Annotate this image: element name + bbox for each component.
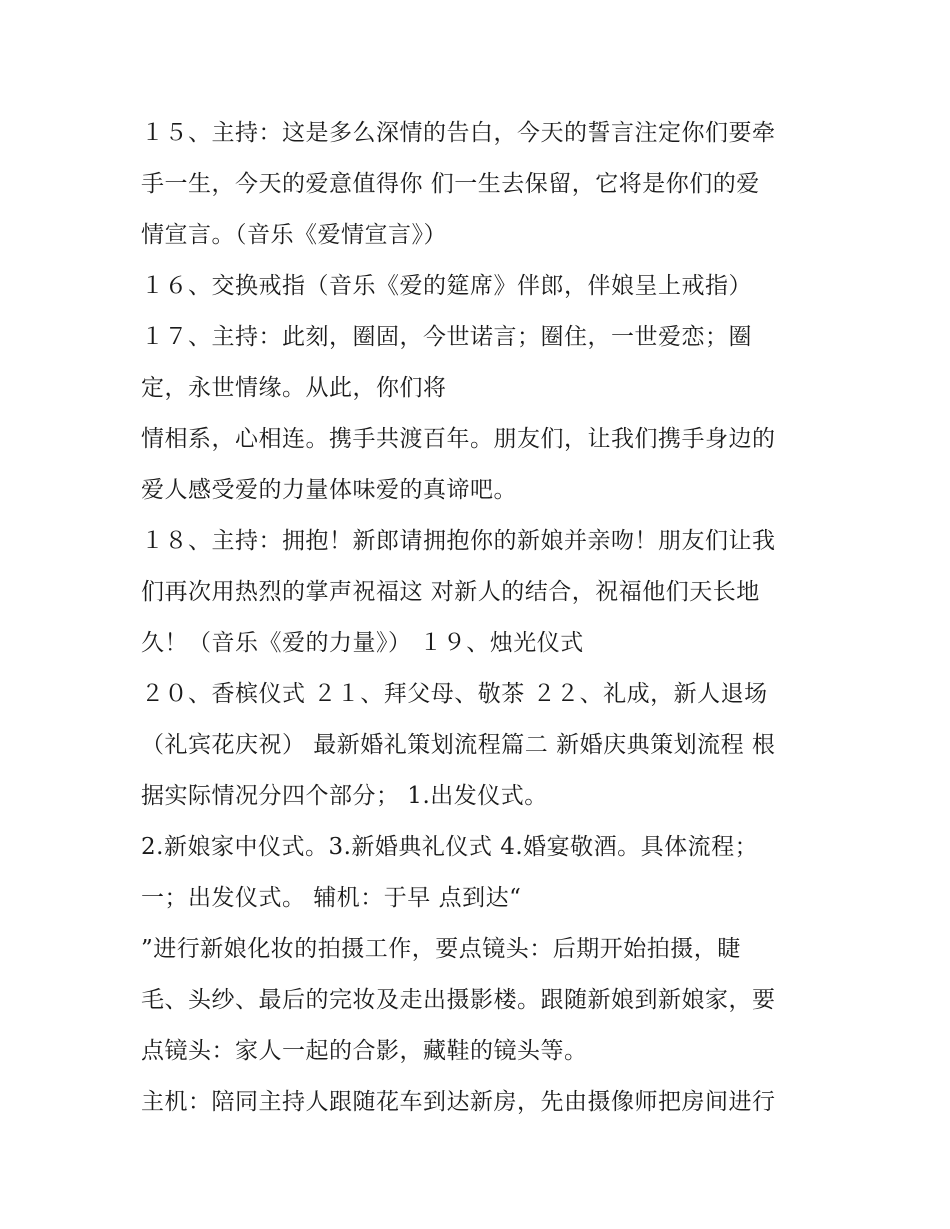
text-line: 情相系，心相连。携手共渡百年。朋友们，让我们携手身边的: [141, 426, 776, 452]
text-line: 据实际情况分四个部分； 1.出发仪式。: [141, 783, 548, 809]
text-line: １６、交换戒指（音乐《爱的筵席》伴郎，伴娘呈上戒指）: [141, 273, 752, 299]
text-line: （礼宾花庆祝） 最新婚礼策划流程篇二 新婚庆典策划流程 根: [141, 732, 776, 758]
text-line: 久！（音乐《爱的力量》） １９、烛光仪式: [141, 630, 584, 656]
text-line: 2.新娘家中仪式。3.新婚典礼仪式 4.婚宴敬酒。具体流程；: [141, 834, 759, 860]
body-text: [141, 108, 831, 1128]
text-line: 定，永世情缘。从此，你们将: [141, 375, 447, 401]
text-line: 主机：陪同主持人跟随花车到达新房，先由摄像师把房间进行: [141, 1089, 776, 1115]
text-line: 们再次用热烈的掌声祝福这 对新人的结合，祝福他们天长地: [141, 579, 760, 605]
text-line: 点镜头：家人一起的合影，藏鞋的镜头等。: [141, 1038, 588, 1064]
text-line: 手一生，今天的爱意值得你 们一生去保留，它将是你们的爱: [141, 171, 760, 197]
text-line: １５、主持：这是多么深情的告白，今天的誓言注定你们要牵: [141, 120, 776, 146]
text-line: １８、主持：拥抱！新郎请拥抱你的新娘并亲吻！朋友们让我: [141, 528, 776, 554]
text-line: １７、主持：此刻，圈固，今世诺言；圈住，一世爱恋；圈: [141, 324, 752, 350]
text-line: ２０、香槟仪式 ２１、拜父母、敬茶 ２２、礼成，新人退场: [141, 681, 768, 707]
text-line: 毛、头纱、最后的完妆及走出摄影楼。跟随新娘到新娘家，要: [141, 987, 776, 1013]
text-line: 一；出发仪式。 辅机：于早 点到达“: [141, 885, 522, 911]
text-line: 情宣言。（音乐《爱情宣言》）: [141, 222, 447, 248]
text-line: ”进行新娘化妆的拍摄工作，要点镜头：后期开始拍摄，睫: [141, 936, 741, 962]
text-line: 爱人感受爱的力量体味爱的真谛吧。: [141, 477, 517, 503]
